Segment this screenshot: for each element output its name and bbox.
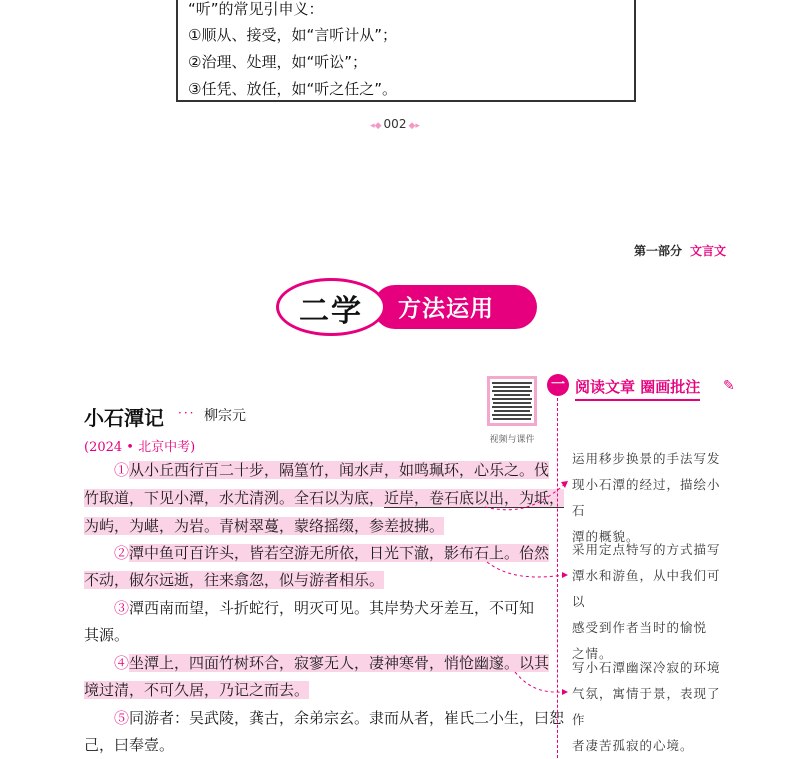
article-source: (2024 • 北京中考) (84, 440, 196, 455)
diamond-icon: ◆▸ (408, 121, 420, 131)
article-line: ⑤同游者：吴武陵，龚古，余弟宗玄。隶而从者，崔氏二小生，曰恕 (114, 709, 565, 727)
article-line: 不动，俶尔远逝，往来翕忽，似与游者相乐。 (84, 571, 385, 589)
page-number: ◂◆ 002 ◆▸ (370, 117, 420, 131)
running-header (634, 242, 726, 259)
annotation-note: 运用移步换景的手法写发 现小石潭的经过，描绘小石 潭的概貌。 (572, 451, 721, 544)
qr-code[interactable] (487, 376, 537, 426)
article-author: 柳宗元 (204, 408, 246, 424)
pen-icon: ✎ (723, 378, 735, 394)
header-section: 文言文 (689, 244, 726, 258)
dots-icon: ··· (178, 406, 196, 420)
article-line: 境过清，不可久居，乃记之而去。 (84, 681, 310, 699)
definition-line: ③任凭、放任，如“听之任之”。 (188, 80, 397, 98)
article-line: 己，曰奉壹。 (84, 736, 175, 754)
side-divider (557, 398, 558, 758)
diamond-icon: ◂◆ (370, 121, 382, 131)
article-line: 竹取道，下见小潭，水尤清洌。全石以为底，近岸，卷石底以出，为坻， (84, 489, 565, 507)
definition-box (176, 0, 636, 102)
annotation-note: 写小石潭幽深冷寂的环境 气氛，寓情于景，表现了作 者凄苦孤寂的心境。 (572, 660, 721, 753)
arrow-head-icon (562, 689, 568, 695)
article-line: 其源。 (84, 626, 130, 644)
banner-title: 方法运用 (398, 296, 494, 322)
article-line: 为屿，为嵁，为岩。青树翠蔓，蒙络摇缀，参差披拂。 (84, 517, 445, 535)
definition-line: ②治理、处理，如“听讼”； (188, 53, 367, 71)
side-heading: 阅读文章 圈画批注 (575, 376, 700, 401)
article-line: ④坐潭上，四面竹树环合，寂寥无人，凄神寒骨，悄怆幽邃。以其 (114, 654, 550, 672)
annotation-note: 采用定点特写的方式描写 潭水和游鱼，从中我们可以 感受到作者当时的愉悦 之情。 (572, 542, 721, 661)
header-part: 第一部分 (633, 244, 682, 258)
definition-line: “听”的常见引申义： (188, 0, 324, 18)
arrow-head-icon (562, 572, 568, 578)
article-line: ③潭西南而望，斗折蛇行，明灭可见。其岸势犬牙差互，不可知 (114, 599, 535, 617)
banner-oval-label: 二学 (299, 294, 363, 329)
qr-label: 视频与课件 (489, 435, 535, 445)
qr-pattern-icon (490, 379, 534, 423)
article-title: 小石潭记 (84, 406, 164, 430)
definition-line: ①顺从、接受，如“言听计从”； (188, 26, 397, 44)
section-number-badge: 一 (547, 374, 569, 396)
article-line: ①从小丘西行百二十步，隔篁竹，闻水声，如鸣珮环，心乐之。伐 (114, 461, 550, 479)
article-line: ②潭中鱼可百许头，皆若空游无所依，日光下澈，影布石上。佁然 (114, 544, 550, 562)
